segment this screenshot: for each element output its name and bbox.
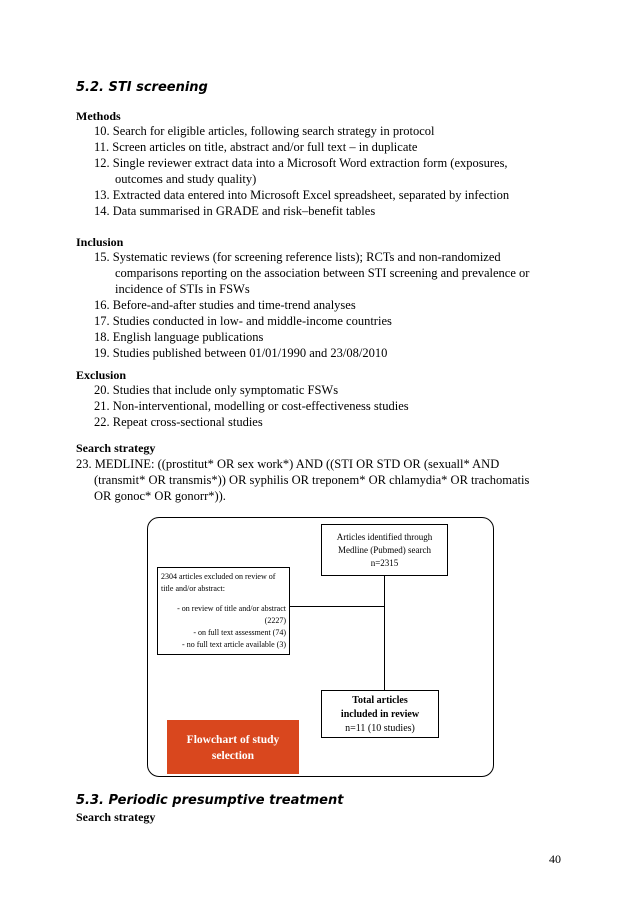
total-box: [321, 690, 439, 738]
list-item: 10. Search for eligible articles, following search strategy in protocol: [94, 124, 435, 138]
methods-title: Methods: [76, 109, 121, 123]
exclusion-list: [94, 382, 409, 430]
flowchart-label: [167, 720, 299, 774]
section-heading: 5.2. STI screening: [76, 80, 208, 95]
list-item: 18. English language publications: [94, 330, 264, 344]
list-item: incidence of STIs in FSWs: [115, 282, 250, 296]
list-item: comparisons reporting on the association between STI screening and prevalence or: [115, 266, 530, 280]
identified-line: Articles identified through: [336, 532, 433, 542]
identified-box: [321, 524, 448, 576]
list-item: 21. Non-interventional, modelling or cost-effectiveness studies: [94, 399, 409, 413]
list-item: 17. Studies conducted in low- and middle-income countries: [94, 314, 392, 328]
identified-count: n=2315: [370, 558, 399, 568]
list-item: 11. Screen articles on title, abstract and/or full text – in duplicate: [94, 140, 418, 154]
page-number: 40: [549, 852, 561, 866]
exclusion-title: Exclusion: [76, 368, 127, 382]
excluded-box: [157, 567, 290, 655]
list-item: 14. Data summarised in GRADE and risk–benefit tables: [94, 204, 376, 218]
total-line: Total articles: [352, 695, 408, 706]
connector-vertical: [384, 576, 385, 690]
list-item: 12. Single reviewer extract data into a Microsoft Word extraction form (exposures,: [94, 156, 508, 170]
connector-horizontal: [289, 606, 385, 607]
list-item: 22. Repeat cross-sectional studies: [94, 415, 263, 429]
list-item: 13. Extracted data entered into Microsoft Excel spreadsheet, separated by infection: [94, 188, 510, 202]
total-count: n=11 (10 studies): [345, 723, 415, 734]
flowchart-label-line: Flowchart of study: [186, 734, 280, 746]
inclusion-title: Inclusion: [76, 235, 124, 249]
excluded-line: - on full text assessment (74): [193, 628, 286, 637]
total-line: included in review: [340, 709, 420, 720]
excluded-line: title and/or abstract:: [161, 584, 225, 593]
excluded-line: 2304 articles excluded on review of: [161, 572, 276, 581]
inclusion-list: [94, 249, 529, 361]
list-item: 19. Studies published between 01/01/1990 and 23/08/2010: [94, 346, 388, 360]
search-strategy-text: [76, 456, 529, 504]
methods-list: [94, 123, 509, 219]
search-strategy-title: Search strategy: [76, 441, 156, 455]
excluded-line: - no full text article available (3): [182, 640, 286, 649]
list-item: 15. Systematic reviews (for screening reference lists); RCTs and non-randomized: [94, 250, 501, 264]
flowchart-label-line: selection: [211, 750, 255, 762]
list-item: 20. Studies that include only symptomatic FSWs: [94, 383, 339, 397]
excluded-line: - on review of title and/or abstract: [177, 604, 286, 613]
search-line: OR gonoc* OR gonorr*)).: [94, 489, 226, 503]
list-item: 16. Before-and-after studies and time-trend analyses: [94, 298, 356, 312]
excluded-line: (2227): [264, 616, 286, 625]
search-line: (transmit* OR transmis*)) OR syphilis OR treponem* OR chlamydia* OR trachomatis: [94, 473, 530, 487]
list-item: outcomes and study quality): [115, 172, 257, 186]
section-heading: 5.3. Periodic presumptive treatment: [76, 793, 344, 808]
search-line: 23. MEDLINE: ((prostitut* OR sex work*) AND ((STI OR STD OR (sexuall* AND: [76, 457, 500, 471]
identified-line: Medline (Pubmed) search: [338, 545, 431, 555]
section-subtitle: Search strategy: [76, 810, 156, 824]
